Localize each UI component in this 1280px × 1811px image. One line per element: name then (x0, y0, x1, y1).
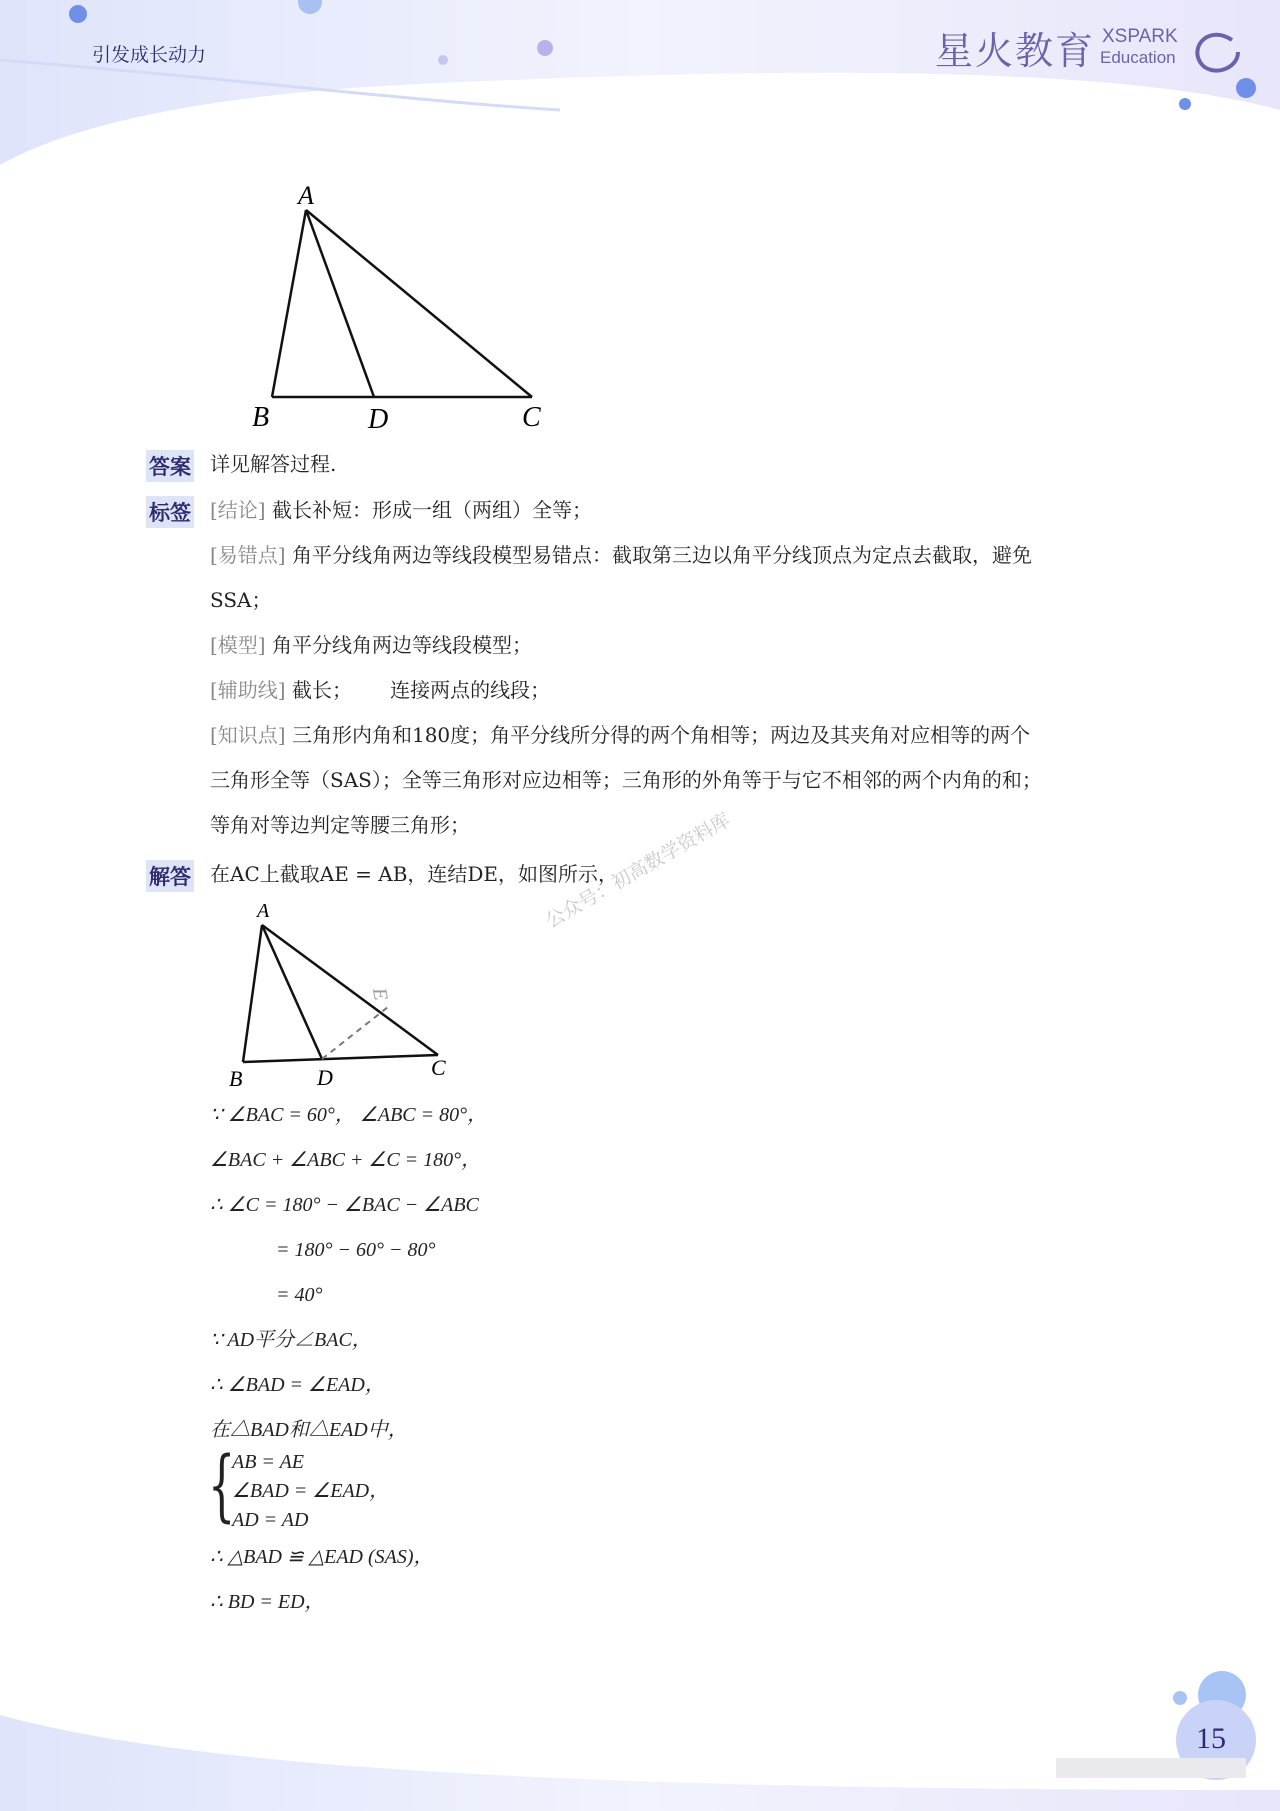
solution-step: 在△BAD和△EAD中， (210, 1419, 408, 1441)
label-text: 等角对等边判定等腰三角形； (210, 813, 470, 837)
solution-step: = 180° − 60° − 80° (276, 1239, 436, 1261)
label-item (210, 585, 272, 615)
triangle-figure-2 (205, 895, 465, 1095)
triangle-figure-1 (240, 170, 560, 435)
solution-step: ∠BAC + ∠ABC + ∠C = 180°， (210, 1149, 482, 1171)
label-key: [模型] (210, 633, 266, 657)
vertex-label-c: C (522, 402, 541, 433)
solution-step: ∴ △BAD ≌ △EAD (SAS)， (210, 1546, 434, 1568)
label-key: [知识点] (210, 723, 286, 747)
decor-dot (69, 5, 87, 23)
label-text: 三角形内角和180度；角平分线所分得的两个角相等；两边及其夹角对应相等的两个 (291, 723, 1031, 747)
answer-tag: 答案 (146, 450, 194, 482)
solution-step: ∴ ∠C = 180° − ∠BAC − ∠ABC (210, 1194, 479, 1216)
vertex-label-a: A (298, 181, 314, 210)
logo-text-education: Education (1100, 48, 1176, 67)
vertex-label-b: B (252, 402, 270, 433)
solution-step: ∴ BD = ED， (210, 1591, 325, 1613)
header-slogan: 引发成长动力 (92, 44, 207, 66)
solution-step: AB = AE (232, 1451, 305, 1473)
page-number: 15 (1196, 1722, 1226, 1755)
decor-dot (438, 55, 448, 65)
solution-step: ∵ AD平分∠BAC， (210, 1329, 372, 1351)
label-key: [易错点] (210, 543, 286, 567)
vertex-label-d: D (317, 1065, 333, 1090)
logo-text-cn: 星火教育 (935, 29, 1096, 73)
vertex-label-d: D (368, 404, 389, 435)
watermark: 公众号：初高数学资料库 (542, 808, 735, 933)
footer-bar (1056, 1758, 1246, 1778)
label-item (210, 540, 1032, 570)
label-item (210, 495, 592, 525)
labels-tag: 标签 (146, 496, 194, 528)
solution-step: ∵ ∠BAC = 60°， ∠ABC = 80°， (210, 1104, 488, 1126)
label-item (210, 765, 1042, 795)
label-item (210, 630, 532, 660)
vertex-label-a: A (257, 900, 270, 922)
decor-dot (537, 40, 553, 56)
solution-step: = 40° (276, 1284, 323, 1306)
solution-step: ∠BAD = ∠EAD， (232, 1480, 390, 1502)
label-text: 角平分线角两边等线段模型易错点：截取第三边以角平分线顶点为定点去截取，避免 (291, 543, 1032, 567)
label-key: [结论] (210, 498, 266, 522)
label-text: 截长； 连接两点的线段； (291, 678, 551, 702)
vertex-label-c: C (431, 1055, 446, 1080)
label-text: SSA； (210, 588, 272, 612)
label-text: 三角形全等（SAS）；全等三角形对应边相等；三角形的外角等于与它不相邻的两个内角的和； (210, 768, 1042, 792)
decor-dot (1236, 78, 1256, 98)
decor-dot (1179, 98, 1191, 110)
decor-dot (1173, 1691, 1187, 1705)
logo-text-en: XSPARK (1102, 26, 1178, 47)
label-item (210, 675, 550, 705)
label-item (210, 720, 1030, 750)
solution-tag: 解答 (146, 860, 194, 892)
label-item (210, 810, 470, 840)
answer-text: 详见解答过程. (210, 452, 337, 476)
solution-intro: 在AC上截取AE = AB，连结DE，如图所示， (210, 862, 619, 886)
label-text: 角平分线角两边等线段模型； (271, 633, 532, 657)
label-text: 截长补短：形成一组（两组）全等； (271, 498, 592, 522)
solution-step: ∴ ∠BAD = ∠EAD， (210, 1374, 385, 1396)
system-brace: { (208, 1441, 236, 1531)
vertex-label-e: E (367, 986, 392, 1003)
label-key: [辅助线] (210, 678, 286, 702)
solution-step: AD = AD (232, 1509, 309, 1531)
vertex-label-b: B (229, 1066, 243, 1091)
